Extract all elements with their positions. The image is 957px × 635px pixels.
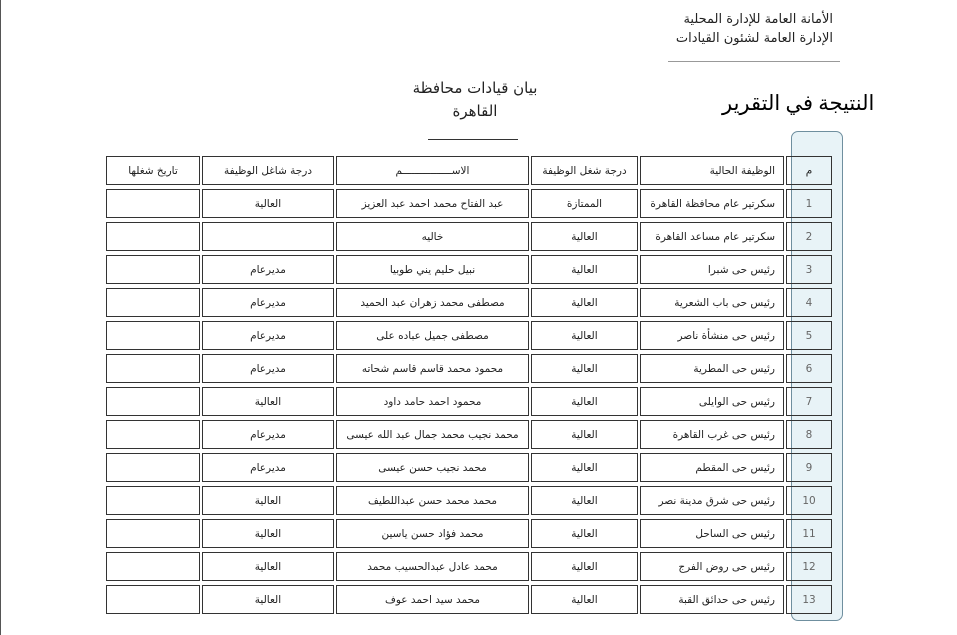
cell-name: محمد نجيب محمد جمال عبد الله عيسى: [336, 420, 529, 449]
cell-num: 12: [786, 552, 832, 581]
result-annotation-label: النتيجة في التقرير: [722, 91, 875, 115]
agency-line-1: الأمانة العامة للإدارة المحلية: [683, 12, 833, 27]
cell-start-date: [106, 552, 200, 581]
table-row: [106, 552, 832, 581]
cell-name: نبيل حليم يني طوبيا: [336, 255, 529, 284]
document-title: [370, 77, 580, 123]
cell-job: رئيس حى منشأة ناصر: [640, 321, 784, 350]
table-row: [106, 288, 832, 317]
cell-name: محمد فؤاد حسن ياسين: [336, 519, 529, 548]
cell-name: محمد عادل عبدالحسيب محمد: [336, 552, 529, 581]
table-row: [106, 255, 832, 284]
cell-start-date: [106, 387, 200, 416]
header-holder-grade: درجة شاغل الوظيفة: [202, 156, 334, 185]
cell-job: رئيس حى الوايلى: [640, 387, 784, 416]
table-row: [106, 222, 832, 251]
cell-num: 7: [786, 387, 832, 416]
cell-num: 4: [786, 288, 832, 317]
cell-holder-grade: العالية: [202, 552, 334, 581]
cell-name: مصطفى محمد زهران عبد الحميد: [336, 288, 529, 317]
cell-job: رئيس حى المطرية: [640, 354, 784, 383]
cell-num: 10: [786, 486, 832, 515]
cell-job: سكرتير عام مساعد القاهرة: [640, 222, 784, 251]
cell-job-grade: الممتازة: [531, 189, 638, 218]
document-title-line-1: بيان قيادات محافظة: [412, 79, 538, 97]
cell-num: 5: [786, 321, 832, 350]
cell-start-date: [106, 585, 200, 614]
cell-job: رئيس حى غرب القاهرة: [640, 420, 784, 449]
cell-job: رئيس حى شبرا: [640, 255, 784, 284]
title-underline: [428, 139, 518, 140]
cell-job-grade: العالية: [531, 420, 638, 449]
header-start-date: تاريخ شغلها: [106, 156, 200, 185]
cell-name: محمود محمد قاسم قاسم شحاته: [336, 354, 529, 383]
cell-job: رئيس حى حدائق القبة: [640, 585, 784, 614]
header-num: م: [786, 156, 832, 185]
cell-holder-grade: مديرعام: [202, 354, 334, 383]
table-row: [106, 585, 832, 614]
header-name: الاســــــــــــــــم: [336, 156, 529, 185]
cell-holder-grade: العالية: [202, 585, 334, 614]
cell-start-date: [106, 453, 200, 482]
cell-start-date: [106, 288, 200, 317]
table-row: [106, 420, 832, 449]
cell-job-grade: العالية: [531, 453, 638, 482]
document-title-line-2: القاهرة: [452, 102, 498, 120]
cell-job-grade: العالية: [531, 519, 638, 548]
cell-start-date: [106, 189, 200, 218]
cell-holder-grade: مديرعام: [202, 321, 334, 350]
table-row: [106, 519, 832, 548]
cell-num: 1: [786, 189, 832, 218]
cell-start-date: [106, 420, 200, 449]
cell-holder-grade: مديرعام: [202, 420, 334, 449]
cell-start-date: [106, 321, 200, 350]
page-left-edge: [0, 0, 1, 635]
table-row: [106, 321, 832, 350]
cell-num: 8: [786, 420, 832, 449]
cell-num: 6: [786, 354, 832, 383]
cell-job: رئيس حى شرق مدينة نصر: [640, 486, 784, 515]
cell-job-grade: العالية: [531, 552, 638, 581]
cell-job-grade: العالية: [531, 288, 638, 317]
cell-name: محمود احمد حامد داود: [336, 387, 529, 416]
cell-job-grade: العالية: [531, 321, 638, 350]
agency-header: [676, 10, 833, 48]
table-row: [106, 189, 832, 218]
cell-holder-grade: [202, 222, 334, 251]
cell-name: مصطفى جميل عباده على: [336, 321, 529, 350]
table-row: [106, 453, 832, 482]
cell-name: محمد نجيب حسن عيسى: [336, 453, 529, 482]
cell-job: سكرتير عام محافظة القاهرة: [640, 189, 784, 218]
cell-job-grade: العالية: [531, 255, 638, 284]
cell-num: 2: [786, 222, 832, 251]
cell-job: رئيس حى المقطم: [640, 453, 784, 482]
cell-start-date: [106, 486, 200, 515]
cell-job: رئيس حى باب الشعرية: [640, 288, 784, 317]
cell-job: رئيس حى الساحل: [640, 519, 784, 548]
cell-holder-grade: العالية: [202, 189, 334, 218]
agency-divider: [668, 61, 840, 62]
cell-job-grade: العالية: [531, 222, 638, 251]
cell-name: محمد محمد حسن عبداللطيف: [336, 486, 529, 515]
table-row: [106, 387, 832, 416]
cell-start-date: [106, 255, 200, 284]
cell-start-date: [106, 354, 200, 383]
agency-line-2: الإدارة العامة لشئون القيادات: [675, 31, 833, 46]
cell-num: 3: [786, 255, 832, 284]
cell-num: 9: [786, 453, 832, 482]
cell-holder-grade: العالية: [202, 519, 334, 548]
cell-job-grade: العالية: [531, 387, 638, 416]
cell-name: خاليه: [336, 222, 529, 251]
table-header-row: [106, 156, 832, 185]
table-row: [106, 354, 832, 383]
cell-holder-grade: مديرعام: [202, 255, 334, 284]
cell-holder-grade: العالية: [202, 486, 334, 515]
header-job: الوظيفة الحالية: [640, 156, 784, 185]
cell-job-grade: العالية: [531, 486, 638, 515]
cell-job: رئيس حى روض الفرج: [640, 552, 784, 581]
cell-job-grade: العالية: [531, 585, 638, 614]
cell-start-date: [106, 519, 200, 548]
header-job-grade: درجة شغل الوظيفة: [531, 156, 638, 185]
cell-num: 11: [786, 519, 832, 548]
cell-name: محمد سيد احمد عوف: [336, 585, 529, 614]
table-row: [106, 486, 832, 515]
cell-start-date: [106, 222, 200, 251]
cell-holder-grade: مديرعام: [202, 288, 334, 317]
leaders-table: [104, 152, 834, 618]
cell-name: عبد الفتاح محمد احمد عبد العزيز: [336, 189, 529, 218]
cell-holder-grade: مديرعام: [202, 453, 334, 482]
cell-num: 13: [786, 585, 832, 614]
cell-holder-grade: العالية: [202, 387, 334, 416]
cell-job-grade: العالية: [531, 354, 638, 383]
